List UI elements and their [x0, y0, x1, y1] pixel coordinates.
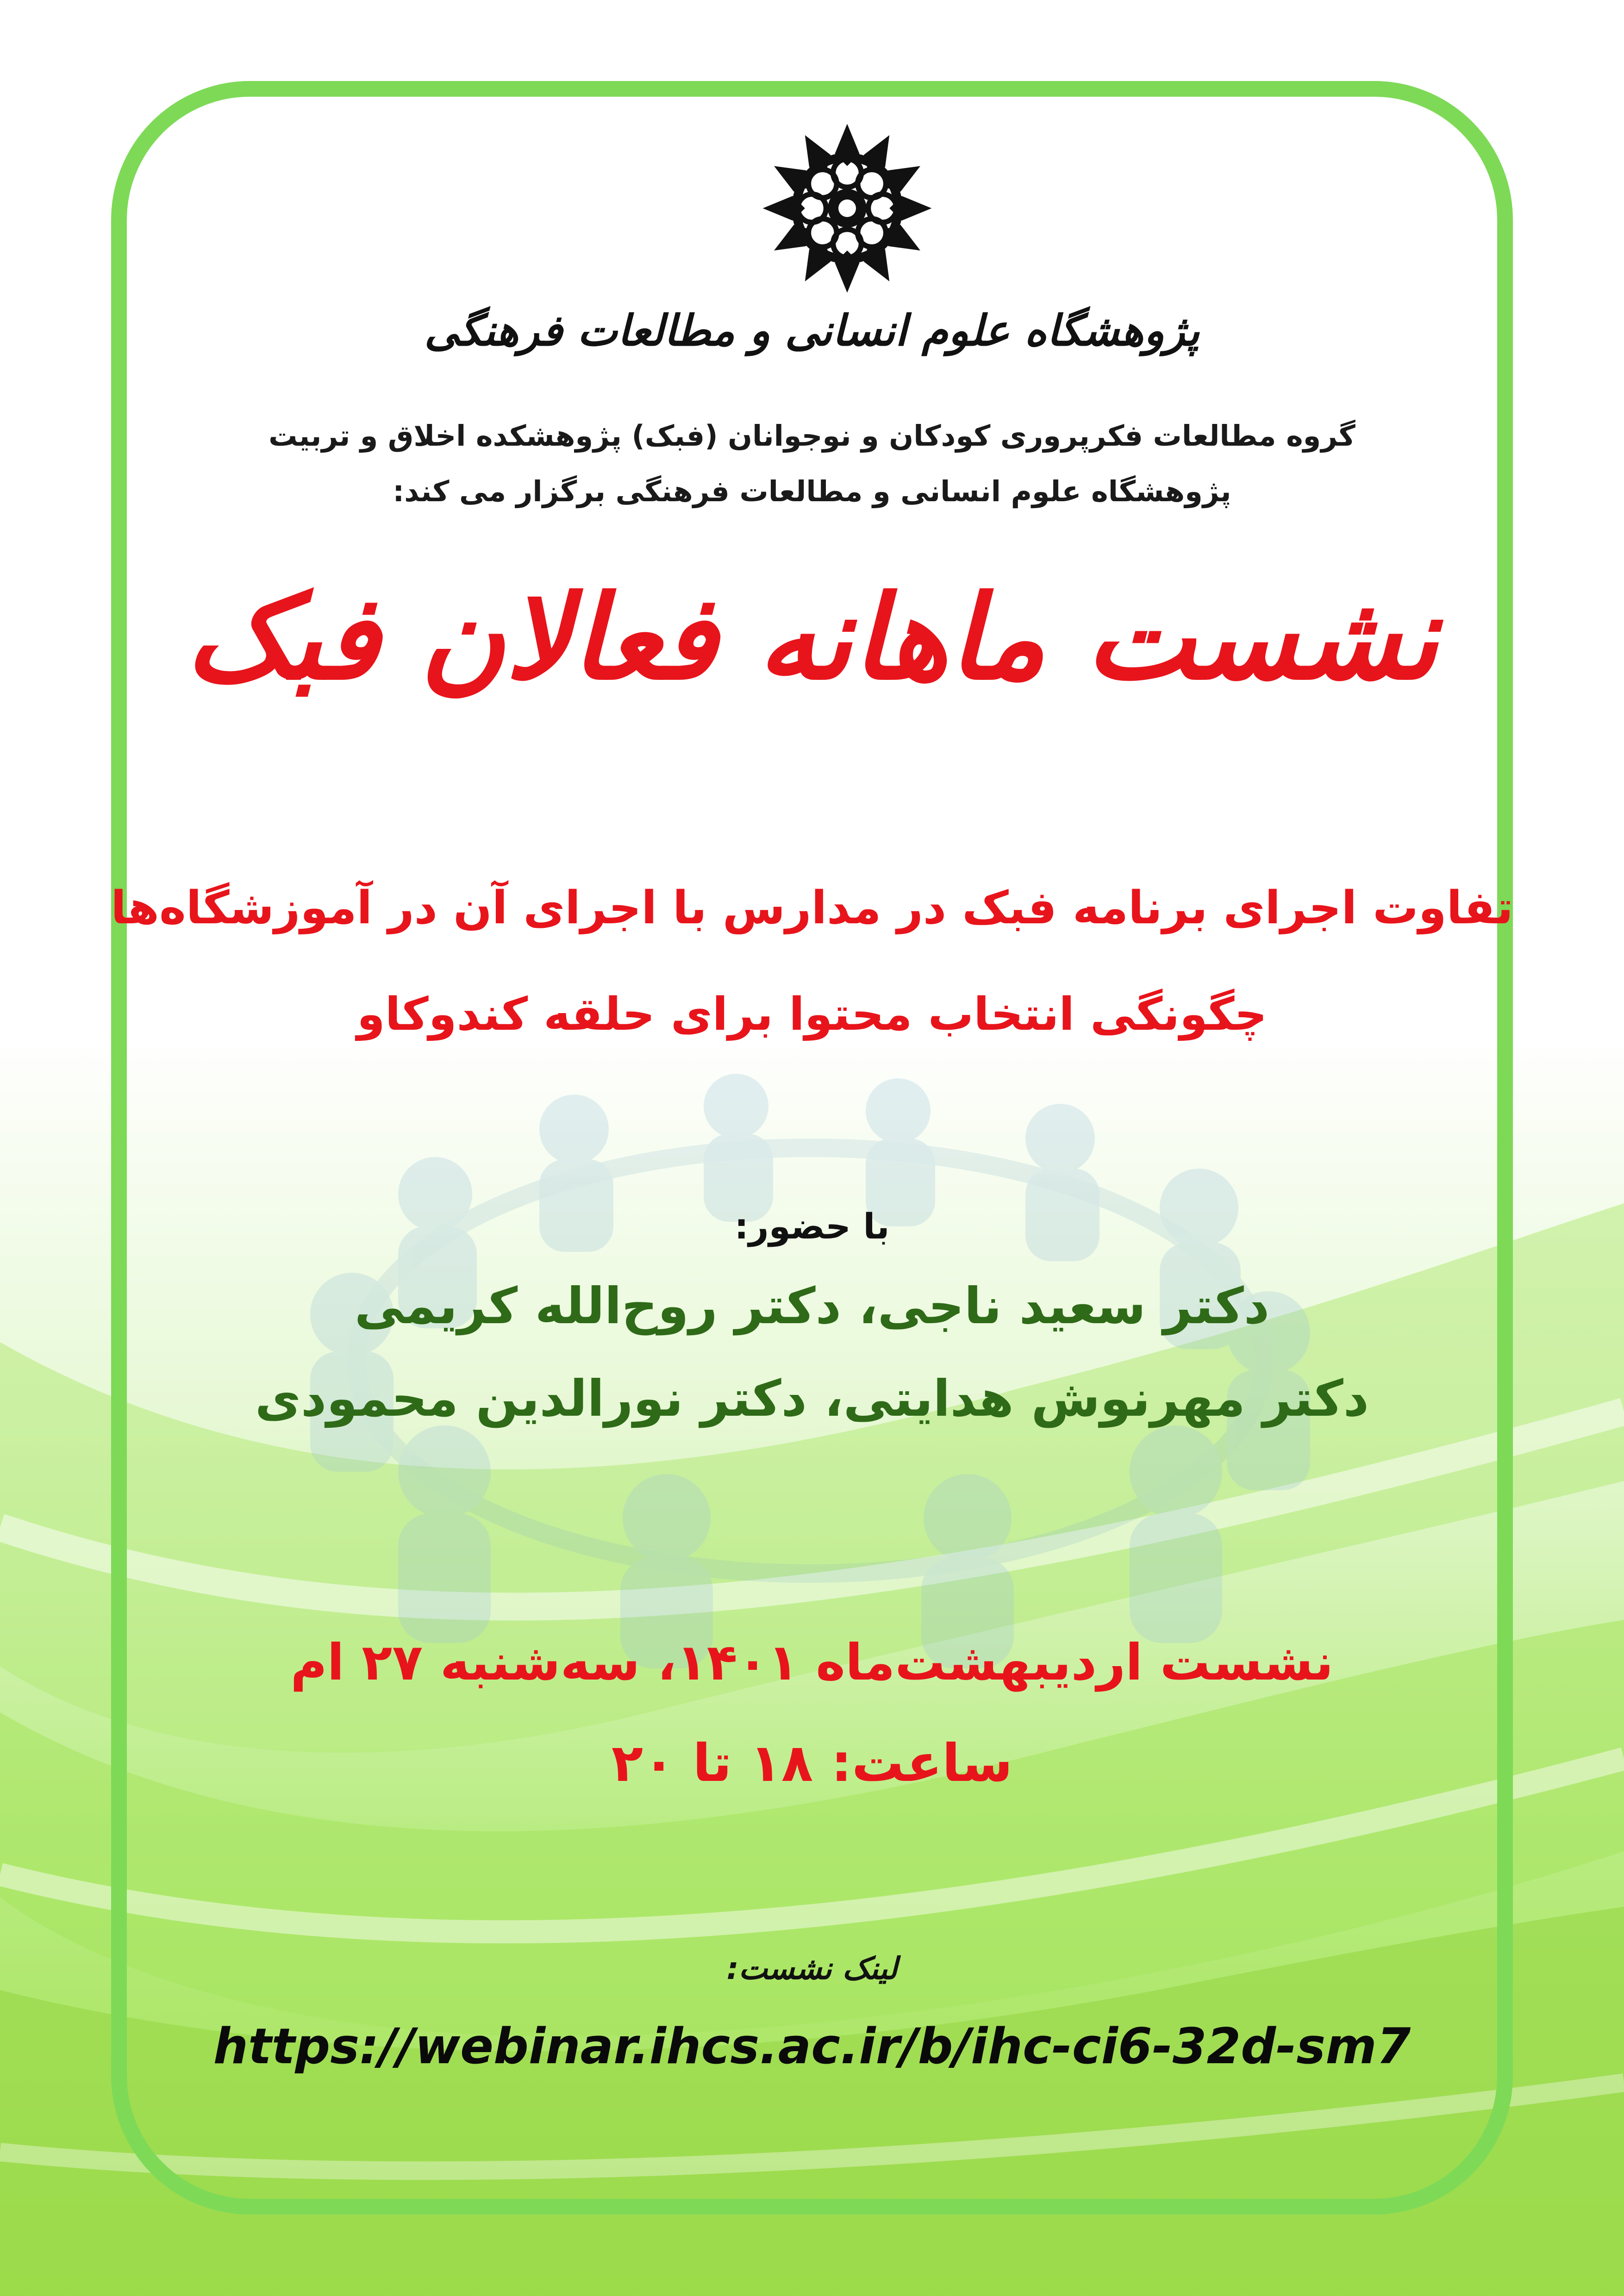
topic-1: تفاوت اجرای برنامه فبک در مدارس با اجرای آن در آموزشگاه‌ها: [111, 882, 1513, 934]
event-time: ساعت: ۱۸ تا ۲۰: [611, 1733, 1013, 1793]
green-rounded-frame: [111, 81, 1513, 2215]
event-title: نشست ماهانه فعالان فبک: [186, 569, 1438, 705]
link-label: لینک نشست:: [726, 1951, 898, 1986]
presence-label: با حضور:: [734, 1206, 890, 1247]
institute-name: پژوهشگاه علوم انسانی و مطالعات فرهنگی: [424, 305, 1200, 355]
speakers-line-1: دکتر سعید ناجی، دکتر روح‌الله کریمی: [354, 1277, 1270, 1335]
speakers-line-2: دکتر مهرنوش هدایتی، دکتر نورالدین محمودی: [255, 1370, 1369, 1428]
event-date: نشست اردیبهشت‌ماه ۱۴۰۱، سه‌شنبه ۲۷ ام: [290, 1634, 1334, 1692]
topic-2: چگونگی انتخاب محتوا برای حلقه کندوکاو: [356, 988, 1268, 1041]
organizer-line-2: پژوهشگاه علوم انسانی و مطالعات فرهنگی برگزار می کند:: [393, 474, 1231, 508]
organizer-line-1: گروه مطالعات فکرپروری کودکان و نوجوانان (فبک) پژوهشکده اخلاق و تربیت: [269, 419, 1355, 453]
webinar-link[interactable]: https://webinar.ihcs.ac.ir/b/ihc-ci6-32d-sm7: [213, 2018, 1411, 2075]
institute-star-emblem: [759, 120, 935, 296]
